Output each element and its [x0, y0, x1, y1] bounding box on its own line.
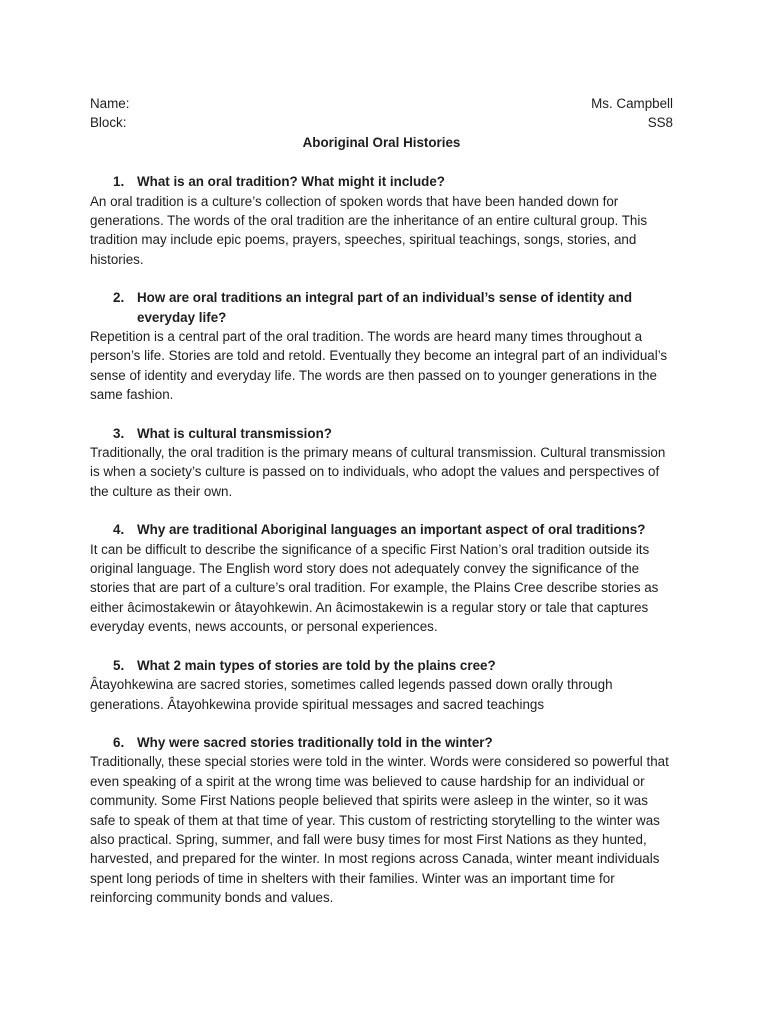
- page-title: Aboriginal Oral Histories: [302, 134, 461, 150]
- question-heading: [90, 520, 673, 539]
- question-number: 2.: [113, 290, 125, 306]
- question-number: 5.: [113, 657, 125, 673]
- question-number: 4.: [113, 522, 125, 538]
- answer-paragraph: Traditionally, these special stories were told in the winter. Words were considered so powerful that even speaking of a spirit at the wrong time was believed to cause hardship for an individual or community. Some First Nations people believed that spirits were asleep in the winter, so it was safe to speak of them at that time of year. This custom of restricting storytelling to the winter was also practical. Spring, summer, and fall were busy times for most First Nations as they hunted, harvested, and prepared for the winter. In most regions across Canada, winter meant individuals spent long periods of time in shelters with their families. Winter was an important time for reinforcing community bonds and values.: [90, 754, 669, 906]
- question-text: Why are traditional Aboriginal languages an important aspect of oral traditions?: [137, 522, 646, 538]
- question-heading: [90, 656, 673, 675]
- question-section-5: [90, 656, 673, 714]
- teacher-name: Ms. Campbell: [591, 96, 673, 111]
- question-heading: [90, 424, 673, 443]
- question-heading: [90, 172, 673, 191]
- answer-paragraph: Âtayohkewina are sacred stories, sometimes called legends passed down orally through generations. Âtayohkewina provide spiritual messages and sacred teachings: [90, 677, 613, 712]
- answer-paragraph: Repetition is a central part of the oral tradition. The words are heard many times throughout a person’s life. Stories are told and retold. Eventually they become an integral part of an individual’s sense of identity and everyday life. The words are then passed on to younger generations in the same fashion.: [90, 329, 668, 403]
- question-section-2: [90, 288, 673, 404]
- question-text: What is an oral tradition? What might it include?: [137, 174, 445, 190]
- question-section-6: [90, 733, 673, 908]
- course-code: SS8: [647, 115, 673, 131]
- question-text: What 2 main types of stories are told by the plains cree?: [137, 657, 496, 673]
- name-label: Name:: [90, 96, 130, 111]
- question-number: 1.: [113, 174, 125, 190]
- answer-paragraph: It can be difficult to describe the significance of a specific First Nation’s oral tradition outside its original language. The English word story does not adequately convey the significance of the stories that are part of a culture’s oral tradition. For example, the Plains Cree describe stories as either âcimostakewin or âtayohkewin. An âcimostakewin is a regular story or tale that captures everyday events, news accounts, or personal experiences.: [90, 541, 659, 635]
- question-text: Why were sacred stories traditionally told in the winter?: [137, 734, 493, 750]
- question-number: 3.: [113, 425, 125, 441]
- question-heading: [90, 288, 673, 327]
- block-label: Block:: [90, 115, 127, 131]
- question-section-3: [90, 424, 673, 502]
- question-text: How are oral traditions an integral part of an individual’s sense of identity and everyday life?: [137, 290, 633, 325]
- answer-paragraph: Traditionally, the oral tradition is the primary means of cultural transmission. Cultural transmission is when a society’s culture is passed on to individuals, who adopt the values and perspectives of the culture as their own.: [90, 445, 666, 499]
- header-row-name: [90, 94, 673, 113]
- question-section-1: [90, 172, 673, 269]
- question-heading: [90, 733, 673, 752]
- question-section-4: [90, 520, 673, 636]
- question-text: What is cultural transmission?: [137, 425, 332, 441]
- answer-paragraph: An oral tradition is a culture’s collection of spoken words that have been handed down for generations. The words of the oral tradition are the inheritance of an entire cultural group. This tradition may include epic poems, prayers, speeches, spiritual teachings, songs, stories, and histories.: [90, 193, 648, 267]
- question-number: 6.: [113, 734, 125, 750]
- header-row-block: [90, 113, 673, 132]
